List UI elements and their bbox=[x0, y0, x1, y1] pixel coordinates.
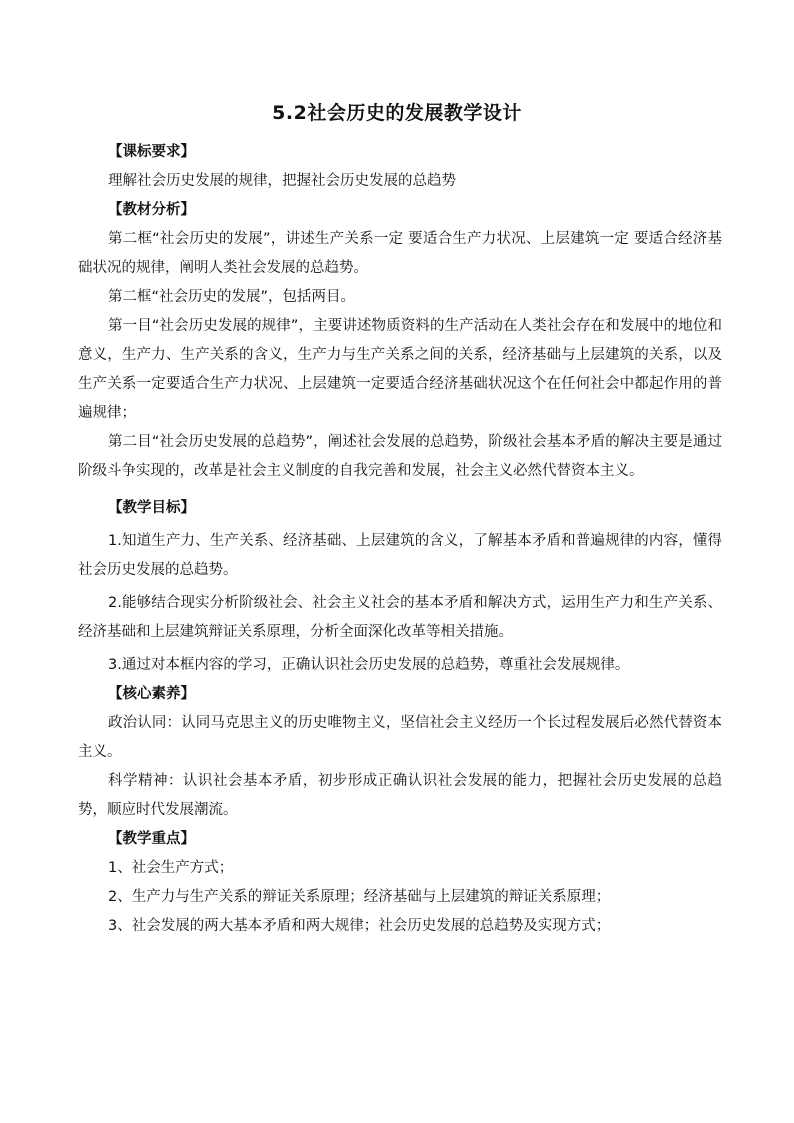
paragraph: 理解社会历史发展的规律，把握社会历史发展的总趋势 bbox=[108, 173, 456, 189]
section-heading-teaching-objectives: 【教学目标】 bbox=[108, 500, 195, 516]
paragraph: 第二目“社会历史发展的总趋势”，阐述社会发展的总趋势，阶级社会基本矛盾的解决主要是通过阶级斗争实现的，改革是社会主义制度的自我完善和发展，社会主义必然代替资本主义。 bbox=[78, 434, 722, 479]
paragraph: 1.知道生产力、生产关系、经济基础、上层建筑的含义，了解基本矛盾和普遍规律的内容，懂得社会历史发展的总趋势。 bbox=[78, 533, 722, 578]
document-title: 5.2社会历史的发展教学设计 bbox=[272, 102, 522, 124]
document-body bbox=[78, 138, 722, 941]
section-heading-teaching-focus: 【教学重点】 bbox=[108, 831, 195, 847]
list-item: 2、生产力与生产关系的辩证关系原理；经济基础与上层建筑的辩证关系原理； bbox=[108, 889, 611, 905]
paragraph: 政治认同：认同马克思主义的历史唯物主义，坚信社会主义经历一个长过程发展后必然代替资本主义。 bbox=[78, 715, 722, 760]
paragraph: 第二框“社会历史的发展”，讲述生产关系一定 要适合生产力状况、上层建筑一定 要适合经济基础状况的规律，阐明人类社会发展的总趋势。 bbox=[78, 231, 722, 276]
paragraph: 科学精神：认识社会基本矛盾，初步形成正确认识社会发展的能力，把握社会历史发展的总趋势，顺应时代发展潮流。 bbox=[78, 773, 722, 818]
paragraph: 3.通过对本框内容的学习，正确认识社会历史发展的总趋势，尊重社会发展规律。 bbox=[108, 657, 630, 673]
paragraph: 第一目“社会历史发展的规律”，主要讲述物质资料的生产活动在人类社会存在和发展中的地位和意义，生产力、生产关系的含义，生产力与生产关系之间的关系，经济基础与上层建筑的关系，以及生产关系一定要适合生产力状况、上层建筑一定要适合经济基础状况这个在任何社会中都起作用的普遍规律； bbox=[78, 318, 722, 421]
section-heading-core-competencies: 【核心素养】 bbox=[108, 686, 195, 702]
list-item: 1、社会生产方式； bbox=[108, 860, 234, 876]
section-heading-textbook-analysis: 【教材分析】 bbox=[108, 202, 195, 218]
section-heading-curriculum-requirements: 【课标要求】 bbox=[108, 144, 195, 160]
paragraph: 第二框“社会历史的发展”，包括两目。 bbox=[108, 289, 356, 305]
list-item: 3、社会发展的两大基本矛盾和两大规律；社会历史发展的总趋势及实现方式； bbox=[108, 918, 611, 934]
paragraph: 2.能够结合现实分析阶级社会、社会主义社会的基本矛盾和解决方式，运用生产力和生产关系、经济基础和上层建筑辩证关系原理，分析全面深化改革等相关措施。 bbox=[78, 595, 722, 640]
